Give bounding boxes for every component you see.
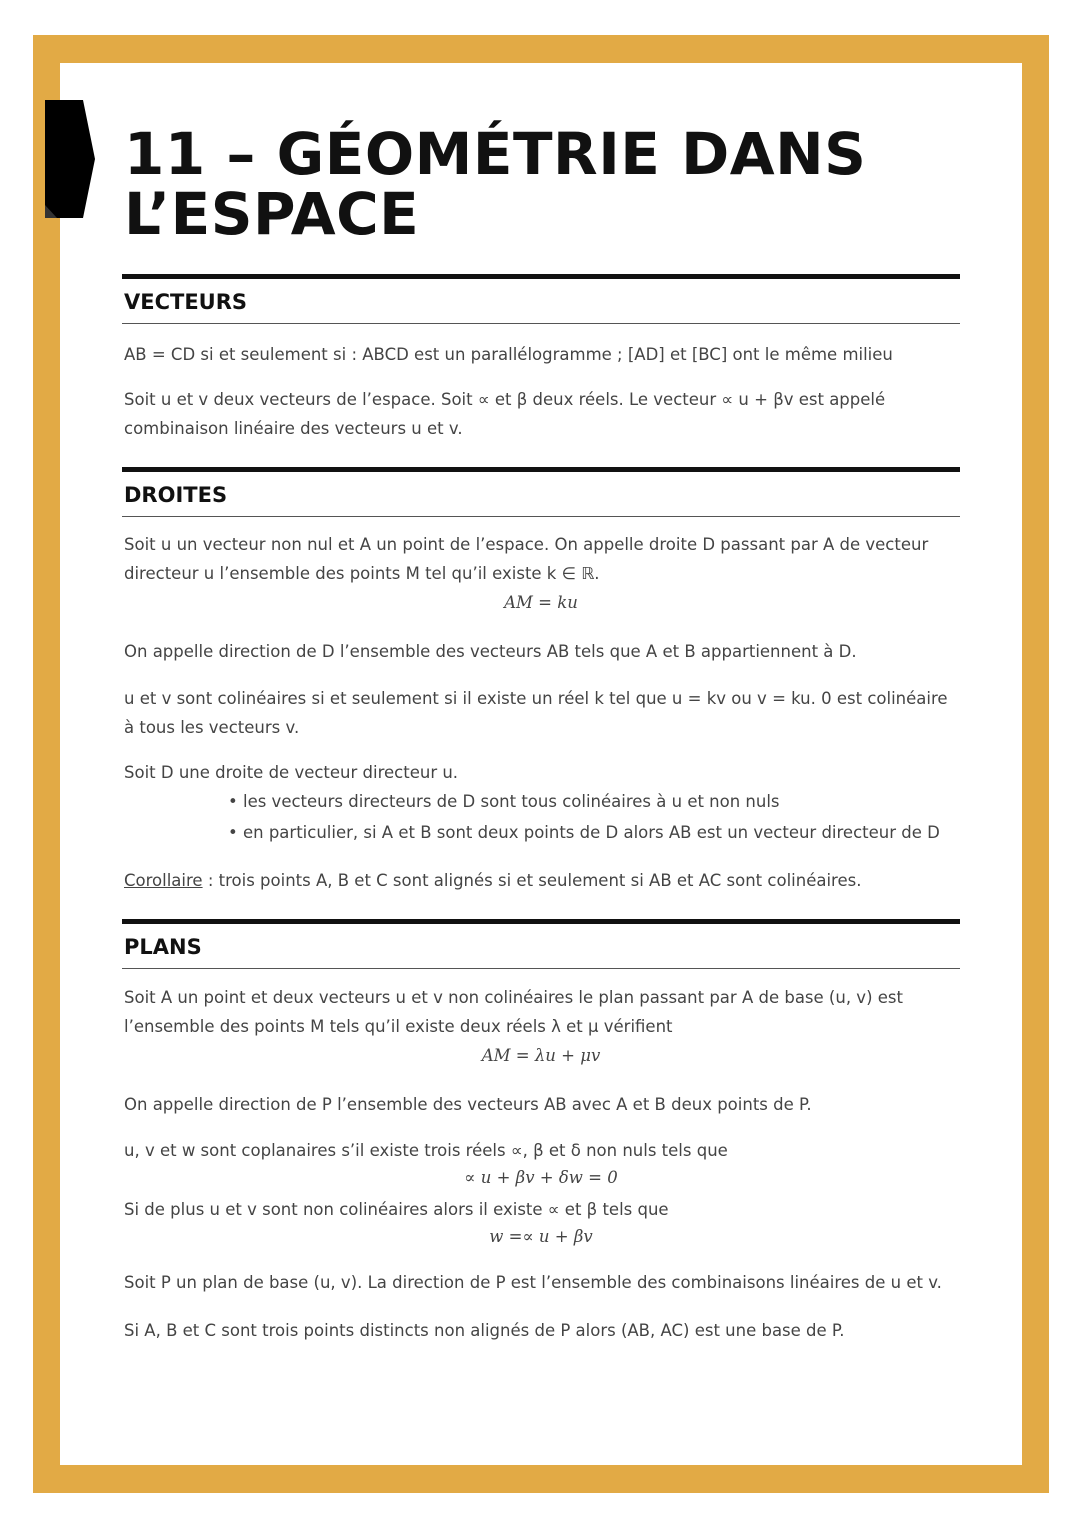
paragraph: On appelle direction de P l’ensemble des vecteurs AB avec A et B deux points de P. xyxy=(124,1095,812,1114)
bullet-list xyxy=(228,786,940,848)
section-divider-thin xyxy=(122,323,960,324)
section-heading-plans: PLANS xyxy=(124,935,202,959)
paragraph: Si A, B et C sont trois points distincts non alignés de P alors (AB, AC) est une base de P. xyxy=(124,1321,845,1340)
section-divider-thick xyxy=(122,919,960,924)
page-title-line1: 11 – GÉOMÉTRIE DANS xyxy=(124,120,867,188)
equation: ∝ u + βv + δw = 0 xyxy=(464,1168,618,1187)
section-heading-vecteurs: VECTEURS xyxy=(124,290,248,314)
equation: w =∝ u + βv xyxy=(489,1227,593,1246)
list-item: • en particulier, si A et B sont deux points de D alors AB est un vecteur directeur de D xyxy=(228,823,940,842)
corollaire-label: Corollaire xyxy=(124,871,203,890)
section-divider-thin xyxy=(122,516,960,517)
section-divider-thin xyxy=(122,968,960,969)
equation: AM = ku xyxy=(504,593,578,612)
list-item: • les vecteurs directeurs de D sont tous colinéaires à u et non nuls xyxy=(228,792,780,811)
paragraph: Soit A un point et deux vecteurs u et v non colinéaires le plan passant par A de base (u, v) est l’ensemble des points M tels qu’il existe deux réels λ et μ vérifient xyxy=(124,988,903,1036)
paragraph: Soit u et v deux vecteurs de l’espace. Soit ∝ et β deux réels. Le vecteur ∝ u + βv est appelé combinaison linéaire des vecteurs u et v. xyxy=(124,390,886,438)
paragraph: Si de plus u et v sont non colinéaires alors il existe ∝ et β tels que xyxy=(124,1200,669,1219)
paragraph: Soit u un vecteur non nul et A un point de l’espace. On appelle droite D passant par A de vecteur directeur u l’ensemble des points M tel qu’il existe k ∈ ℝ. xyxy=(124,535,929,583)
paragraph: AB = CD si et seulement si : ABCD est un parallélogramme ; [AD] et [BC] ont le même milieu xyxy=(124,345,893,364)
page-title xyxy=(124,120,867,248)
chapter-tab-marker xyxy=(45,100,95,218)
section-divider-thick xyxy=(122,467,960,472)
paragraph: Soit D une droite de vecteur directeur u. xyxy=(124,763,459,782)
paragraph: On appelle direction de D l’ensemble des vecteurs AB tels que A et B appartiennent à D. xyxy=(124,642,857,661)
paragraph: u et v sont colinéaires si et seulement si il existe un réel k tel que u = kv ou v = ku. 0 est colinéaire à tous les vecteurs v. xyxy=(124,689,948,737)
section-divider-thick xyxy=(122,274,960,279)
paragraph: u, v et w sont coplanaires s’il existe trois réels ∝, β et δ non nuls tels que xyxy=(124,1141,728,1160)
section-heading-droites: DROITES xyxy=(124,483,228,507)
page-title-line2: L’ESPACE xyxy=(124,180,420,248)
paragraph: Soit P un plan de base (u, v). La direction de P est l’ensemble des combinaisons linéaires de u et v. xyxy=(124,1273,942,1292)
corollaire-paragraph: Corollaire : trois points A, B et C sont alignés si et seulement si AB et AC sont colinéaires. xyxy=(124,871,862,890)
equation: AM = λu + μv xyxy=(481,1046,601,1065)
